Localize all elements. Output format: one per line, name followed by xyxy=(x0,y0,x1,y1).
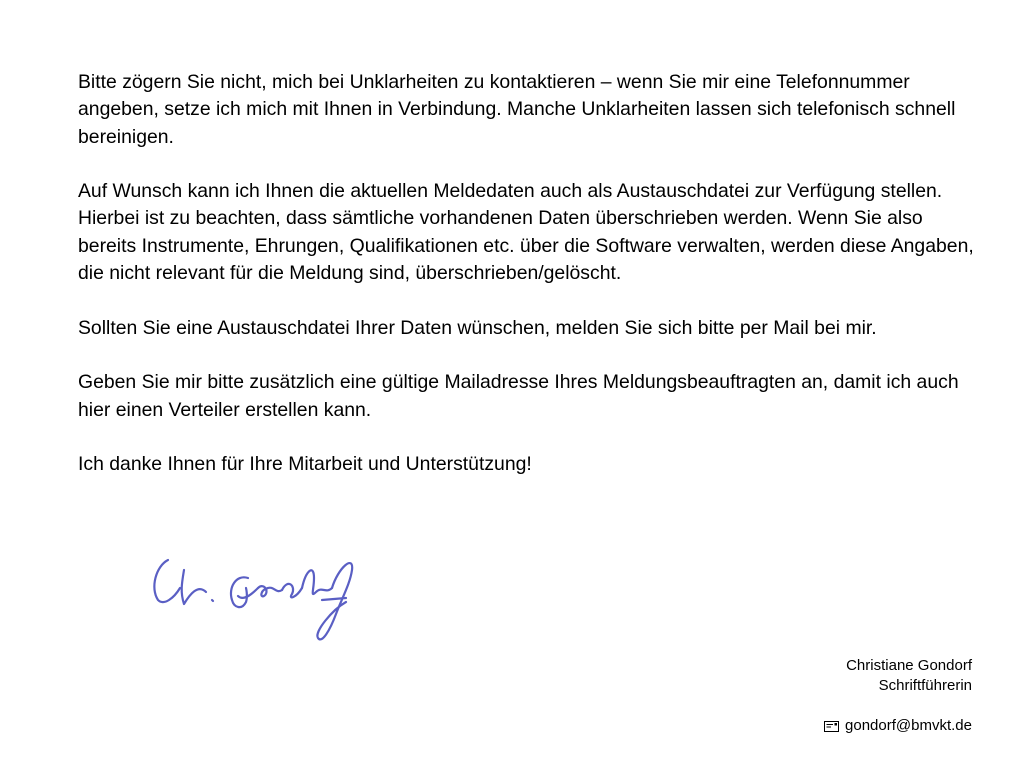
email-row xyxy=(824,716,972,736)
email-link[interactable]: gondorf@bmvkt.de xyxy=(845,717,972,734)
paragraph-request-by-mail: Sollten Sie eine Austauschdatei Ihrer Daten wünschen, melden Sie sich bitte per Mail bei mir. xyxy=(78,316,877,339)
paragraph-exchange-file: Auf Wunsch kann ich Ihnen die aktuellen Meldedaten auch als Austauschdatei zur Verfügung stellen. Hierbei ist zu beachten, dass sämtliche vorhandenen Daten überschrieben werden. Wenn Sie also bereits Instrumente, Ehrungen, Qualifikationen etc. über die Software verwalten, werden diese Angaben, die nicht relevant für die Meldung sind, überschrieben/gelöscht. xyxy=(78,180,974,285)
paragraph-contact: Bitte zögern Sie nicht, mich bei Unklarheiten zu kontaktieren – wenn Sie mir eine Telefonnummer angeben, setze ich mich mit Ihnen in Verbindung. Manche Unklarheiten lassen sich telefonisch schnell bereinigen. xyxy=(78,71,956,148)
letter-body xyxy=(78,69,978,506)
handwritten-signature xyxy=(146,548,366,648)
sender-block xyxy=(824,656,972,736)
sender-name: Christiane Gondorf xyxy=(846,657,972,674)
paragraph-mail-address: Geben Sie mir bitte zusätzlich eine gültige Mailadresse Ihres Meldungsbeauftragten an, damit ich auch hier einen Verteiler erstellen kann. xyxy=(78,371,959,421)
envelope-icon xyxy=(824,721,839,732)
paragraph-thanks: Ich danke Ihnen für Ihre Mitarbeit und Unterstützung! xyxy=(78,453,532,476)
sender-role: Schriftführerin xyxy=(878,677,972,694)
